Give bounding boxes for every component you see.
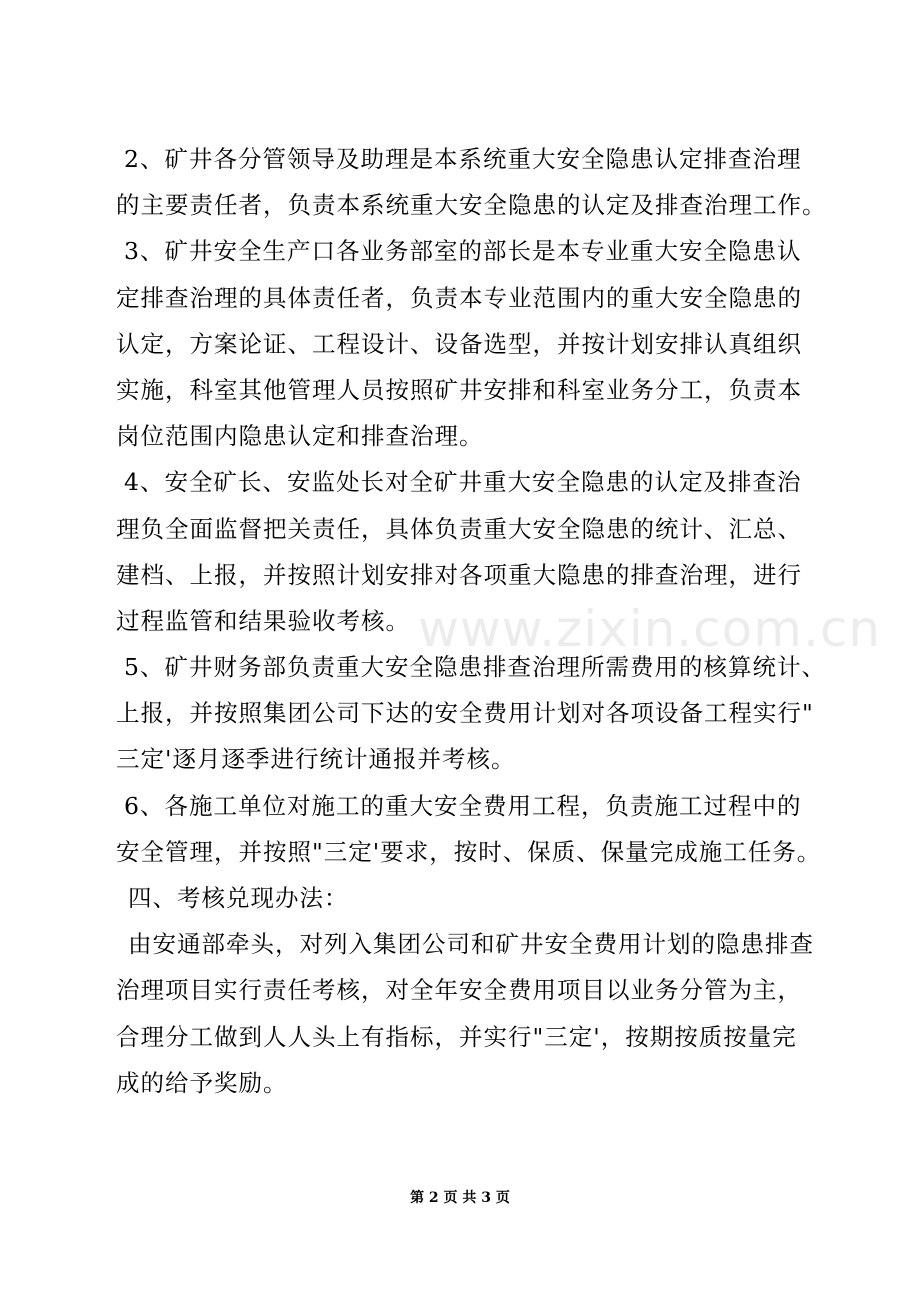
text-line: 认定，方案论证、工程设计、设备选型，并按计划安排认真组织 bbox=[116, 329, 802, 358]
text-line: 由安通部牵头，对列入集团公司和矿井安全费用计划的隐患排查 bbox=[128, 930, 814, 959]
text-line: 三定'逐月逐季进行统计通报并考核。 bbox=[116, 745, 516, 774]
section-heading: 四、考核兑现办法： bbox=[128, 884, 349, 912]
text-line: 过程监管和结果验收考核。 bbox=[116, 606, 410, 635]
text-line: 实施，科室其他管理人员按照矿井安排和科室业务分工，负责本 bbox=[116, 375, 802, 404]
text-line: 3、矿井安全生产口各业务部室的部长是本专业重大安全隐患认 bbox=[124, 237, 802, 266]
text-line: 2、矿井各分管领导及助理是本系统重大安全隐患认定排查治理 bbox=[124, 145, 802, 173]
text-line: 安全管理，并按照"三定'要求，按时、保质、保量完成施工任务。 bbox=[116, 837, 822, 866]
text-line: 治理项目实行责任考核，对全年安全费用项目以业务分管为主， bbox=[116, 976, 802, 1005]
text-line: 理负全面监督把关责任，具体负责重大安全隐患的统计、汇总、 bbox=[116, 514, 802, 543]
text-line: 5、矿井财务部负责重大安全隐患排查治理所需费用的核算统计、 bbox=[124, 653, 826, 682]
text-line: 的主要责任者，负责本系统重大安全隐患的认定及排查治理工作。 bbox=[116, 191, 827, 220]
watermark: www.zixin.com.cn bbox=[418, 600, 882, 658]
text-line: 成的给予奖励。 bbox=[116, 1068, 288, 1097]
text-line: 岗位范围内隐患认定和排查治理。 bbox=[116, 422, 484, 451]
text-line: 合理分工做到人人头上有指标，并实行"三定'，按期按质按量完 bbox=[116, 1022, 797, 1051]
text-line: 4、安全矿长、安监处长对全矿井重大安全隐患的认定及排查治 bbox=[124, 468, 802, 497]
text-line: 6、各施工单位对施工的重大安全费用工程，负责施工过程中的 bbox=[124, 791, 802, 820]
page-footer: 第 2 页 共 3 页 bbox=[410, 1190, 510, 1206]
text-line: 定排查治理的具体责任者，负责本专业范围内的重大安全隐患的 bbox=[116, 283, 802, 312]
text-line: 建档、上报，并按照计划安排对各项重大隐患的排查治理，进行 bbox=[116, 560, 802, 589]
text-line: 上报，并按照集团公司下达的安全费用计划对各项设备工程实行" bbox=[116, 699, 814, 728]
